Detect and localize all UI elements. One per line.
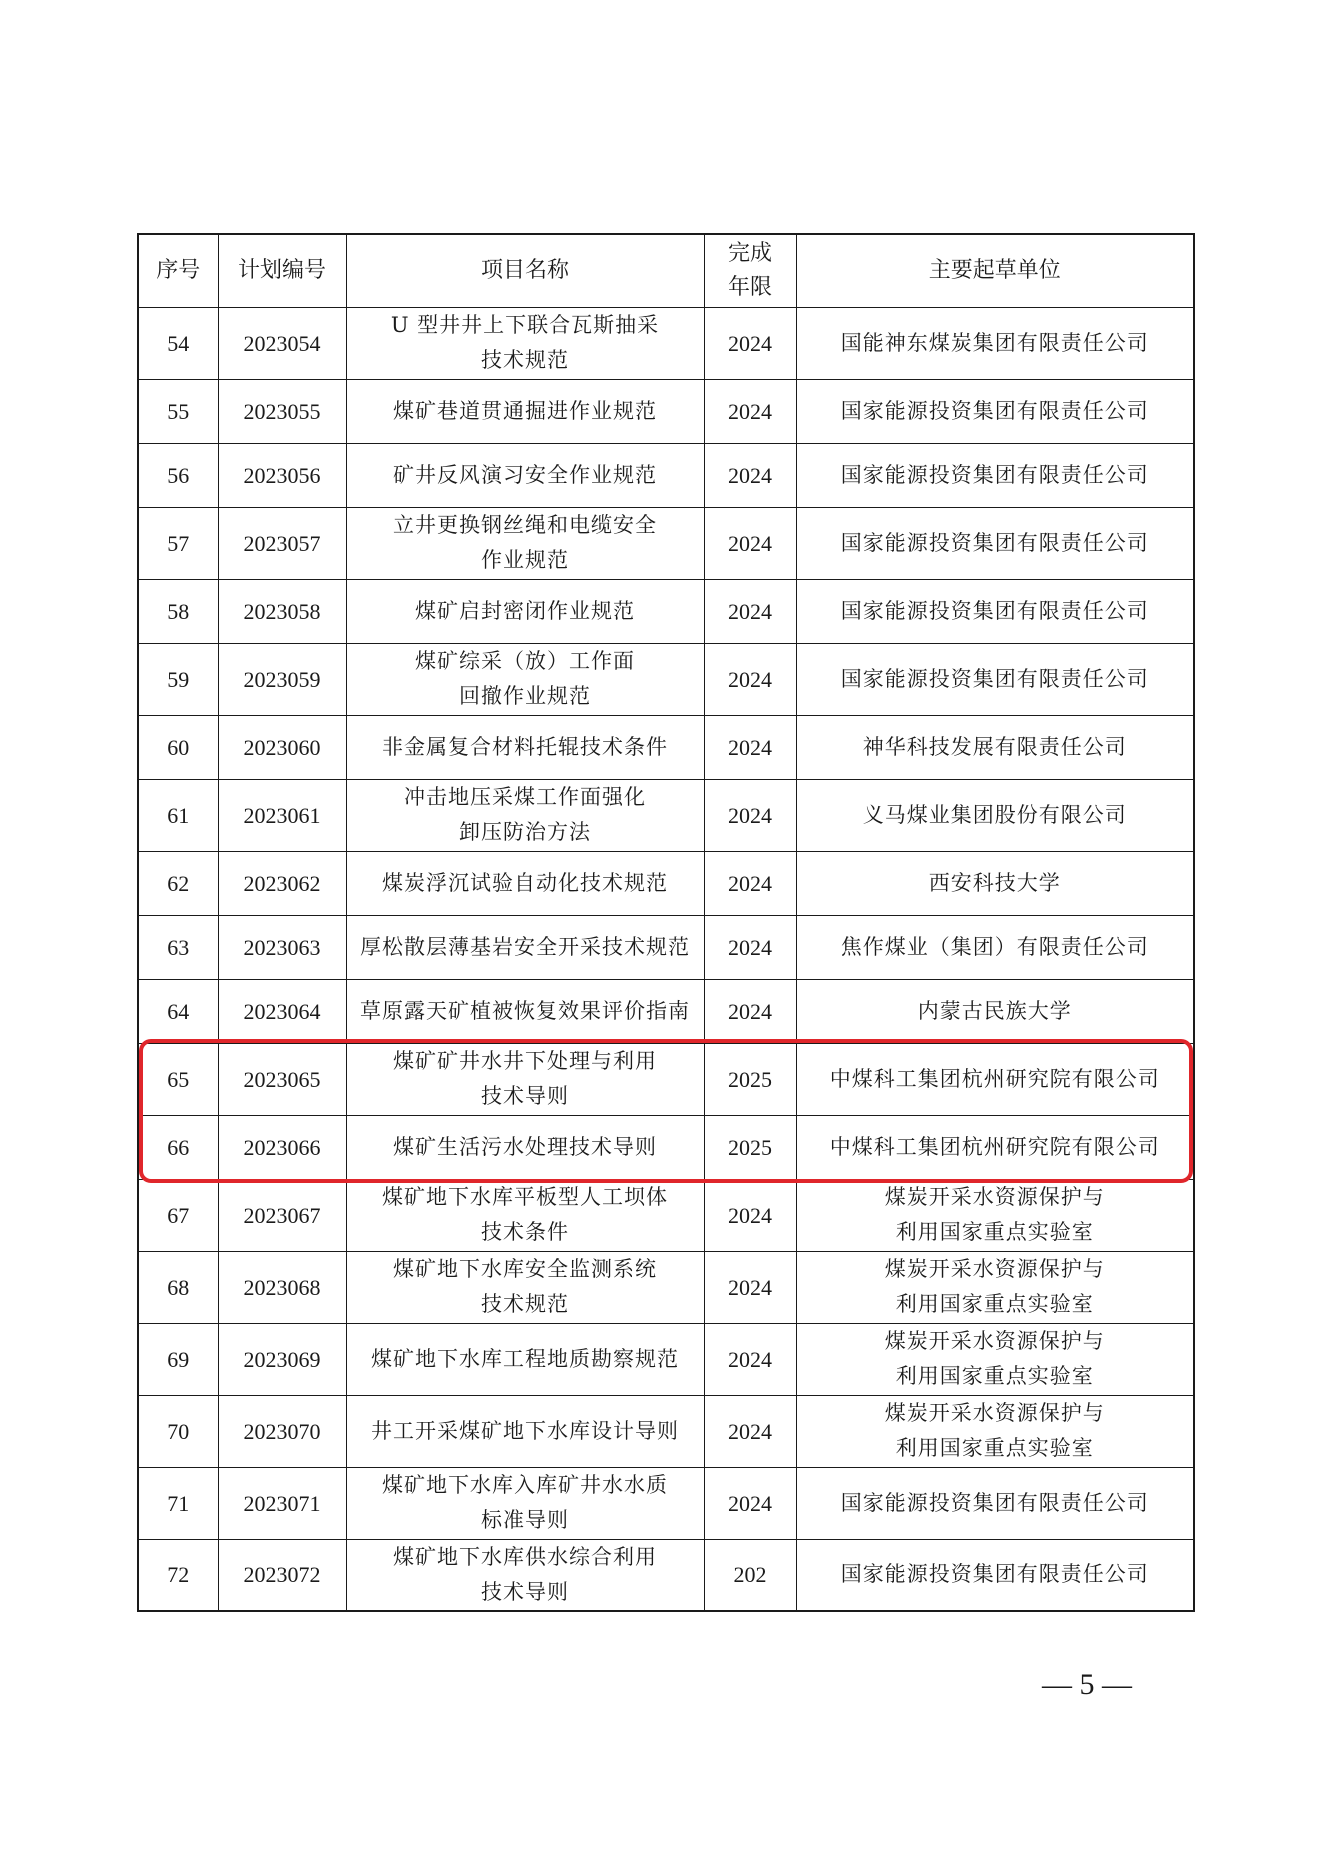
cell-deadline-year: 2024: [704, 1395, 796, 1467]
table-header-row: [138, 234, 1194, 307]
cell-project-name: [346, 507, 704, 579]
cell-project-name: [346, 1395, 704, 1467]
project-name-line: 煤矿综采（放）工作面: [415, 649, 635, 673]
drafting-org-line: 内蒙古民族大学: [917, 998, 1072, 1023]
cell-seq: 63: [138, 915, 218, 979]
drafting-org-line: 国家能源投资集团有限责任公司: [840, 666, 1149, 691]
project-name-line: 技术导则: [481, 1579, 569, 1604]
project-name-line: 煤矿地下水库安全监测系统: [393, 1257, 657, 1281]
cell-plan-no: 2023070: [218, 1395, 346, 1467]
cell-drafting-org: [796, 579, 1194, 643]
standards-plan-table: [137, 233, 1195, 1612]
cell-deadline-year: 2024: [704, 379, 796, 443]
cell-drafting-org: [796, 915, 1194, 979]
cell-project-name: [346, 779, 704, 851]
header-project-name: 项目名称: [346, 234, 704, 307]
cell-drafting-org: [796, 1251, 1194, 1323]
drafting-org-line: 煤炭开采水资源保护与: [884, 1257, 1105, 1281]
project-name-line: 煤矿巷道贯通掘进作业规范: [393, 398, 657, 423]
cell-plan-no: 2023061: [218, 779, 346, 851]
cell-deadline-year: 2024: [704, 507, 796, 579]
cell-seq: 71: [138, 1467, 218, 1539]
header-drafting-org: 主要起草单位: [796, 234, 1194, 307]
cell-project-name: [346, 1323, 704, 1395]
cell-seq: 59: [138, 643, 218, 715]
cell-project-name: [346, 1251, 704, 1323]
cell-project-name: [346, 1115, 704, 1179]
project-name-line: U 型井井上下联合瓦斯抽采: [390, 313, 660, 337]
cell-deadline-year: 2024: [704, 307, 796, 379]
table-row: [138, 643, 1194, 715]
cell-drafting-org: [796, 1115, 1194, 1179]
header-seq: 序号: [138, 234, 218, 307]
cell-seq: 69: [138, 1323, 218, 1395]
table-row: [138, 915, 1194, 979]
project-name-line: 煤炭浮沉试验自动化技术规范: [382, 870, 668, 895]
cell-project-name: [346, 979, 704, 1043]
cell-deadline-year: 2024: [704, 1467, 796, 1539]
cell-drafting-org: [796, 1043, 1194, 1115]
table-row: [138, 979, 1194, 1043]
cell-project-name: [346, 851, 704, 915]
header-deadline-line1: 完成: [727, 240, 772, 266]
cell-plan-no: 2023064: [218, 979, 346, 1043]
cell-plan-no: 2023069: [218, 1323, 346, 1395]
page-number: — 5 —: [1042, 1668, 1132, 1701]
cell-plan-no: 2023062: [218, 851, 346, 915]
table-body: [138, 307, 1194, 1611]
project-name-line: 卸压防治方法: [459, 820, 591, 844]
project-name-line: 煤矿矿井水井下处理与利用: [393, 1049, 657, 1073]
drafting-org-line: 国能神东煤炭集团有限责任公司: [840, 330, 1149, 355]
project-name-line: 技术规范: [481, 1292, 569, 1316]
cell-plan-no: 2023066: [218, 1115, 346, 1179]
cell-drafting-org: [796, 979, 1194, 1043]
cell-deadline-year: 2024: [704, 715, 796, 779]
cell-seq: 54: [138, 307, 218, 379]
cell-drafting-org: [796, 1179, 1194, 1251]
drafting-org-line: 神华科技发展有限责任公司: [862, 734, 1127, 759]
table-row: [138, 1043, 1194, 1115]
project-name-line: 矿井反风演习安全作业规范: [393, 462, 657, 487]
cell-drafting-org: [796, 443, 1194, 507]
cell-seq: 65: [138, 1043, 218, 1115]
drafting-org-line: 煤炭开采水资源保护与: [884, 1185, 1105, 1209]
cell-plan-no: 2023054: [218, 307, 346, 379]
cell-deadline-year: 2024: [704, 1179, 796, 1251]
drafting-org-line: 国家能源投资集团有限责任公司: [840, 462, 1149, 487]
project-name-line: 煤矿地下水库平板型人工坝体: [382, 1185, 668, 1209]
cell-drafting-org: [796, 643, 1194, 715]
drafting-org-line: 国家能源投资集团有限责任公司: [840, 398, 1149, 423]
cell-project-name: [346, 379, 704, 443]
cell-plan-no: 2023059: [218, 643, 346, 715]
cell-seq: 62: [138, 851, 218, 915]
drafting-org-line: 中煤科工集团杭州研究院有限公司: [829, 1066, 1160, 1091]
cell-seq: 55: [138, 379, 218, 443]
table-row: [138, 507, 1194, 579]
cell-deadline-year: 2024: [704, 1251, 796, 1323]
cell-plan-no: 2023058: [218, 579, 346, 643]
project-name-line: 技术规范: [481, 348, 569, 372]
project-name-line: 非金属复合材料托辊技术条件: [382, 734, 668, 759]
cell-plan-no: 2023063: [218, 915, 346, 979]
drafting-org-line: 利用国家重点实验室: [895, 1436, 1094, 1460]
drafting-org-line: 利用国家重点实验室: [895, 1220, 1094, 1244]
table-row: [138, 779, 1194, 851]
cell-deadline-year: 2024: [704, 1323, 796, 1395]
table-row: [138, 1395, 1194, 1467]
table-row: [138, 1467, 1194, 1539]
cell-plan-no: 2023065: [218, 1043, 346, 1115]
cell-project-name: [346, 443, 704, 507]
project-name-line: 作业规范: [481, 548, 569, 572]
table-row: [138, 715, 1194, 779]
project-name-line: 煤矿启封密闭作业规范: [415, 598, 635, 623]
cell-seq: 60: [138, 715, 218, 779]
cell-seq: 70: [138, 1395, 218, 1467]
cell-project-name: [346, 1539, 704, 1611]
cell-plan-no: 2023067: [218, 1179, 346, 1251]
project-name-line: 煤矿地下水库供水综合利用: [393, 1544, 657, 1569]
table-row: [138, 1323, 1194, 1395]
cell-project-name: [346, 643, 704, 715]
cell-deadline-year: 2024: [704, 443, 796, 507]
project-name-line: 煤矿地下水库入库矿井水水质: [382, 1473, 668, 1497]
drafting-org-line: 中煤科工集团杭州研究院有限公司: [829, 1134, 1160, 1159]
header-deadline: [704, 234, 796, 307]
cell-deadline-year: 2025: [704, 1115, 796, 1179]
project-name-line: 标准导则: [481, 1508, 569, 1532]
table-row: [138, 1251, 1194, 1323]
drafting-org-line: 焦作煤业（集团）有限责任公司: [840, 934, 1149, 959]
drafting-org-line: 国家能源投资集团有限责任公司: [840, 1562, 1149, 1587]
cell-project-name: [346, 1179, 704, 1251]
project-name-line: 技术导则: [481, 1084, 569, 1108]
cell-seq: 57: [138, 507, 218, 579]
project-name-line: 井工开采煤矿地下水库设计导则: [371, 1418, 679, 1443]
table-row: [138, 307, 1194, 379]
project-name-line: 煤矿生活污水处理技术导则: [393, 1134, 657, 1159]
project-name-line: 煤矿地下水库工程地质勘察规范: [371, 1346, 679, 1371]
cell-deadline-year: 2024: [704, 779, 796, 851]
cell-project-name: [346, 1467, 704, 1539]
cell-plan-no: 2023057: [218, 507, 346, 579]
drafting-org-line: 国家能源投资集团有限责任公司: [840, 1490, 1149, 1515]
cell-project-name: [346, 915, 704, 979]
cell-drafting-org: [796, 307, 1194, 379]
cell-seq: 58: [138, 579, 218, 643]
cell-drafting-org: [796, 1395, 1194, 1467]
project-name-line: 草原露天矿植被恢复效果评价指南: [360, 998, 690, 1023]
cell-deadline-year: 2024: [704, 851, 796, 915]
table-row: [138, 1179, 1194, 1251]
table-row: [138, 1115, 1194, 1179]
table-row: [138, 443, 1194, 507]
cell-seq: 64: [138, 979, 218, 1043]
project-name-line: 厚松散层薄基岩安全开采技术规范: [360, 934, 690, 959]
cell-seq: 68: [138, 1251, 218, 1323]
drafting-org-line: 义马煤业集团股份有限公司: [862, 802, 1127, 827]
table-row: [138, 851, 1194, 915]
project-name-line: 立井更换钢丝绳和电缆安全: [393, 513, 657, 537]
cell-seq: 67: [138, 1179, 218, 1251]
cell-seq: 72: [138, 1539, 218, 1611]
project-name-line: 冲击地压采煤工作面强化: [404, 785, 646, 809]
header-plan-no: 计划编号: [218, 234, 346, 307]
cell-drafting-org: [796, 507, 1194, 579]
cell-plan-no: 2023072: [218, 1539, 346, 1611]
cell-deadline-year: 2024: [704, 915, 796, 979]
cell-seq: 66: [138, 1115, 218, 1179]
cell-drafting-org: [796, 715, 1194, 779]
project-name-line: 技术条件: [481, 1220, 569, 1244]
drafting-org-line: 利用国家重点实验室: [895, 1292, 1094, 1316]
header-deadline-line2: 年限: [727, 274, 772, 300]
cell-seq: 61: [138, 779, 218, 851]
cell-project-name: [346, 1043, 704, 1115]
cell-deadline-year: 2024: [704, 979, 796, 1043]
cell-drafting-org: [796, 1323, 1194, 1395]
table-row: [138, 579, 1194, 643]
drafting-org-line: 煤炭开采水资源保护与: [884, 1401, 1105, 1425]
cell-deadline-year: 2024: [704, 643, 796, 715]
cell-plan-no: 2023055: [218, 379, 346, 443]
cell-plan-no: 2023056: [218, 443, 346, 507]
drafting-org-line: 西安科技大学: [928, 870, 1061, 895]
cell-seq: 56: [138, 443, 218, 507]
cell-plan-no: 2023068: [218, 1251, 346, 1323]
cell-project-name: [346, 715, 704, 779]
drafting-org-line: 煤炭开采水资源保护与: [884, 1329, 1105, 1353]
cell-project-name: [346, 579, 704, 643]
cell-plan-no: 2023071: [218, 1467, 346, 1539]
cell-drafting-org: [796, 1539, 1194, 1611]
cell-plan-no: 2023060: [218, 715, 346, 779]
cell-drafting-org: [796, 379, 1194, 443]
drafting-org-line: 国家能源投资集团有限责任公司: [840, 530, 1149, 555]
cell-deadline-year: 202: [704, 1539, 796, 1611]
table-row: [138, 1539, 1194, 1611]
cell-drafting-org: [796, 851, 1194, 915]
cell-drafting-org: [796, 779, 1194, 851]
cell-project-name: [346, 307, 704, 379]
table-row: [138, 379, 1194, 443]
project-name-line: 回撤作业规范: [459, 684, 591, 708]
drafting-org-line: 利用国家重点实验室: [895, 1364, 1094, 1388]
drafting-org-line: 国家能源投资集团有限责任公司: [840, 598, 1149, 623]
cell-deadline-year: 2024: [704, 579, 796, 643]
cell-drafting-org: [796, 1467, 1194, 1539]
cell-deadline-year: 2025: [704, 1043, 796, 1115]
